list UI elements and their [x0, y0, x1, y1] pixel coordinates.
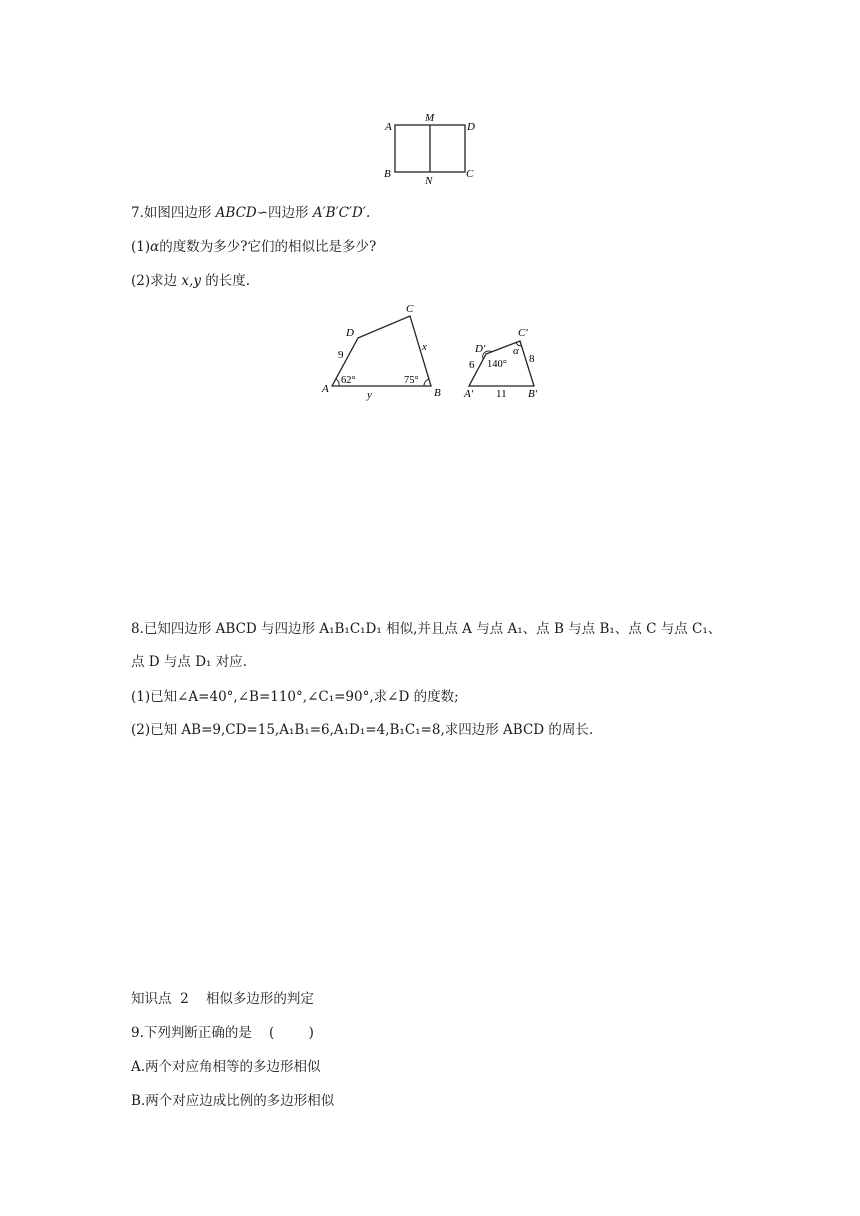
label-a: A — [385, 121, 392, 133]
q8-stem-line1: 8.已知四边形 ABCD 与四边形 A₁B₁C₁D₁ 相似,并且点 A 与点 A₁、点 B 与点 B₁、点 C 与点 C₁、 — [131, 621, 722, 637]
section-title: 知识点 2 相似多边形的判定 — [131, 991, 314, 1007]
q7-part1-text: 的度数为多少?它们的相似比是多少? — [159, 239, 377, 255]
q7-part1-alpha: α — [150, 239, 160, 255]
angle-b-value: 75° — [404, 375, 419, 386]
label-d: D — [346, 327, 354, 339]
label-c: C — [406, 303, 414, 315]
q7-part1 — [131, 238, 376, 256]
angle-d-prime-value: 140° — [487, 359, 507, 370]
q9-option-a: A.两个对应角相等的多边形相似 — [131, 1059, 321, 1075]
label-b: B — [434, 387, 441, 399]
label-d-prime: D′ — [475, 343, 486, 355]
rectangle-figure — [380, 108, 480, 184]
label-c: C — [466, 168, 474, 180]
q7-part1-prefix: (1) — [131, 239, 151, 255]
q7-stem-abcd-prime: A′B′C′D′. — [312, 205, 371, 221]
q7-stem-similar: ∽四边形 — [256, 205, 313, 221]
side-ad-length: 9 — [338, 349, 344, 361]
label-d: D — [467, 121, 475, 133]
side-bc-prime-length: 8 — [529, 353, 535, 365]
angle-b-arc — [424, 379, 429, 386]
q9-option-b: B.两个对应边成比例的多边形相似 — [131, 1093, 335, 1109]
side-ab-prime-length: 11 — [496, 388, 507, 400]
label-c-prime: C′ — [518, 327, 528, 339]
q8-part1: (1)已知∠A=40°,∠B=110°,∠C₁=90°,求∠D 的度数; — [131, 689, 459, 705]
label-a-prime: A′ — [464, 388, 474, 400]
side-bc-length: x — [422, 341, 427, 353]
label-b-prime: B′ — [528, 388, 538, 400]
q7-stem-abcd: ABCD — [215, 205, 257, 221]
q9-stem: 9.下列判断正确的是 ( ) — [131, 1025, 314, 1041]
label-a: A — [322, 383, 329, 395]
angle-c-prime-value: α — [513, 345, 519, 357]
q7-part2-text: 的长度. — [200, 273, 251, 289]
q7-stem — [131, 204, 370, 222]
angle-a-value: 62° — [341, 375, 356, 386]
q7-part2 — [131, 272, 250, 290]
angle-a-arc — [336, 379, 339, 386]
q7-part2-xy: x,y — [181, 273, 201, 289]
q8-stem-line2: 点 D 与点 D₁ 对应. — [131, 654, 248, 670]
q7-part2-prefix: (2)求边 — [131, 273, 182, 289]
side-ad-prime-length: 6 — [469, 359, 475, 371]
label-n: N — [425, 175, 433, 184]
q7-stem-prefix: 7.如图四边形 — [131, 205, 216, 221]
similar-quadrilaterals-figure — [318, 300, 548, 402]
label-b: B — [384, 168, 391, 180]
label-m: M — [425, 112, 435, 124]
side-ab-length: y — [367, 389, 372, 401]
q8-part2: (2)已知 AB=9,CD=15,A₁B₁=6,A₁D₁=4,B₁C₁=8,求四边形 ABCD 的周长. — [131, 722, 594, 738]
